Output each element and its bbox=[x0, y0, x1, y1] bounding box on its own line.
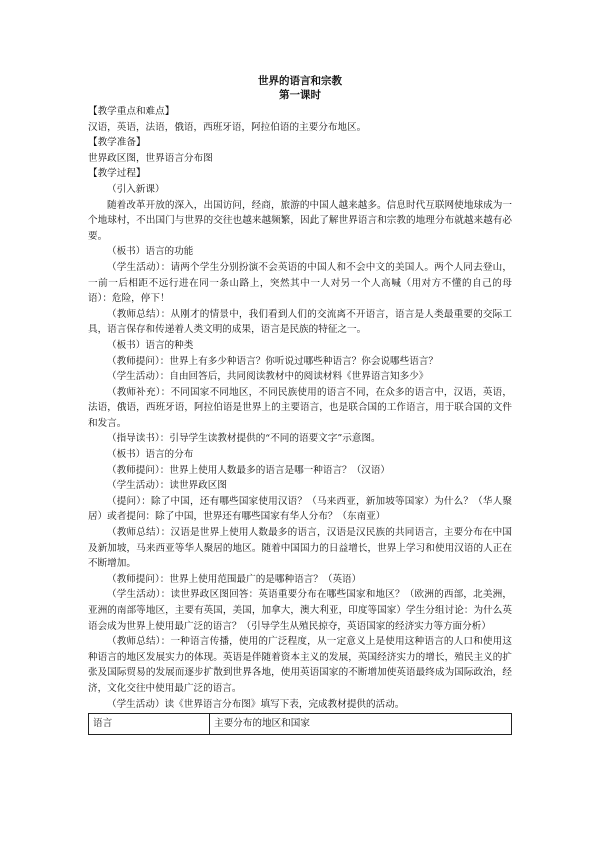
language-table bbox=[88, 713, 512, 735]
paragraph-intro: （引入新课） bbox=[107, 183, 165, 195]
paragraph: （提问）：除了中国，还有哪些国家使用汉语？（马来西亚，新加坡等国家）为什么？（华人聚居）或者提问：除了中国，世界还有哪些国家有华人分布？（东南亚） bbox=[88, 495, 512, 523]
board-note: （板书）语言的功能 bbox=[107, 246, 194, 258]
table-header-regions: 主要分布的地区和国家 bbox=[210, 714, 512, 735]
table-row bbox=[89, 714, 512, 735]
paragraph: （教师提问）：世界上使用人数最多的语言是哪一种语言？（汉语） bbox=[107, 464, 391, 476]
paragraph: （教师总结）：从刚才的情景中，我们看到人们的交流离不开语言，语言是人类最重要的交际工具，语言保存和传递着人类文明的成果，语言是民族的特征之一。 bbox=[88, 308, 512, 336]
prep-heading: 【教学准备】 bbox=[88, 137, 146, 149]
paragraph: （教师提问）：世界上使用范围最广的是哪种语言？（英语） bbox=[107, 573, 362, 585]
document-page bbox=[88, 74, 512, 735]
paragraph: （教师提问）：世界上有多少种语言？你听说过哪些种语言？你会说哪些语言？ bbox=[107, 355, 438, 367]
paragraph: （教师补充）：不同国家不同地区，不同民族使用的语言不同，在众多的语言中，汉语，英语，法语，俄语，西班牙语，阿拉伯语是世界上的主要语言，也是联合国的工作语言，用于联合国的文件和发言。 bbox=[88, 386, 512, 429]
board-note: （板书）语言的种类 bbox=[107, 339, 194, 351]
paragraph: （教师总结）：汉语是世界上使用人数最多的语言，汉语是汉民族的共同语言，主要分布在中国及新加坡，马来西亚等华人聚居的地区。随着中国国力的日益增长，世界上学习和使用汉语的人正在不断增加。 bbox=[88, 527, 512, 570]
board-note: （板书）语言的分布 bbox=[107, 449, 194, 461]
paragraph: （学生活动）：读世界政区图 bbox=[107, 480, 227, 492]
paragraph: （教师总结）：一种语言传播，使用的广泛程度，从一定意义上是使用这种语言的人口和使用这种语言的地区发展实力的体现。英语是伴随着资本主义的发展，英国经济实力的增长，殖民主义的扩张及国际贸易的发展而逐步扩散到世界各地，使用英语国家的不断增加使英语最终成为国际政治，经济，文化交往中使用最广泛的语言。 bbox=[88, 636, 512, 694]
paragraph: （学生活动）：读世界政区图回答：英语重要分布在哪些国家和地区？（欧洲的西部，北美洲，亚洲的南部等地区，主要有英国，美国，加拿大，澳大利亚，印度等国家）学生分组讨论：为什么英语会成为世界上使用最广泛的语言？（引导学生从殖民掠夺，英语国家的经济实力等方面分析） bbox=[88, 589, 512, 632]
paragraph: （指导读书）：引导学生读教材提供的“不同的语要文字”示意图。 bbox=[107, 433, 381, 445]
paragraph: （学生活动）读《世界语言分布图》填写下表，完成教材提供的活动。 bbox=[107, 698, 405, 710]
focus-heading: 【教学重点和难点】 bbox=[88, 106, 175, 117]
page-subtitle: 第一课时 bbox=[279, 89, 321, 101]
paragraph: 随着改革开放的深入，出国访问，经商，旅游的中国人越来越多。信息时代互联网使地球成为一个地球村，不出国门与世界的交往也越来越频繁，因此了解世界语言和宗教的地理分布就越来越有必要。 bbox=[88, 199, 512, 242]
paragraph: （学生活动）：自由回答后，共同阅读教材中的阅读材料《世界语言知多少》 bbox=[107, 371, 429, 383]
page-title: 世界的语言和宗教 bbox=[258, 75, 342, 87]
paragraph: （学生活动）：请两个学生分别扮演不会英语的中国人和不会中文的美国人。两个人同去登山，一前一后相距不远行进在同一条山路上，突然其中一人对另一个人高喊（用对方不懂的自己的母语）：危险，停下！ bbox=[88, 261, 512, 305]
focus-text: 汉语，英语，法语，俄语，西班牙语，阿拉伯语的主要分布地区。 bbox=[88, 121, 367, 133]
process-heading: 【教学过程】 bbox=[88, 168, 146, 180]
prep-text: 世界政区图，世界语言分布图 bbox=[88, 152, 213, 164]
table-header-language: 语言 bbox=[89, 714, 210, 735]
